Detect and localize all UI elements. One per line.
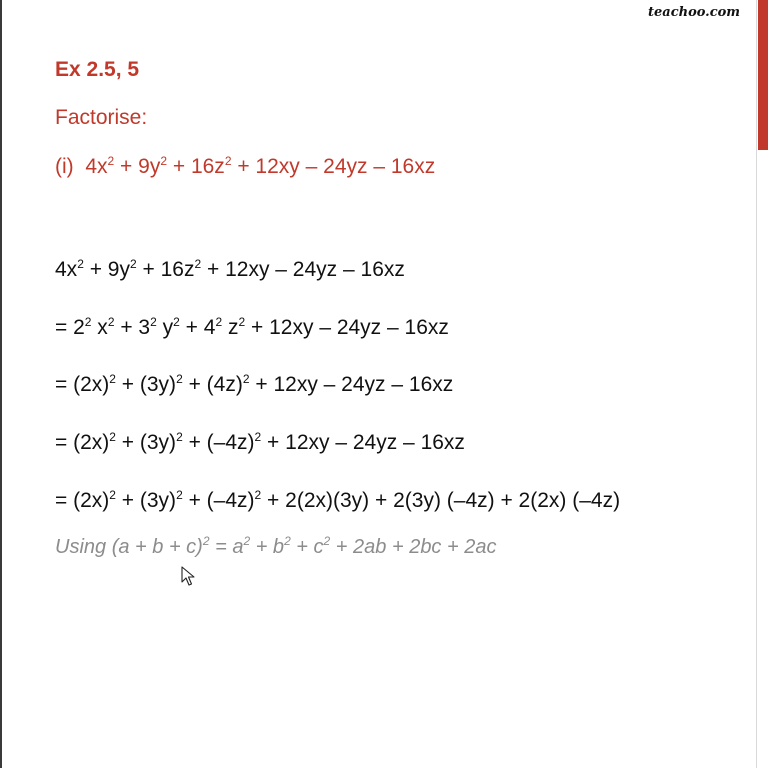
exponent: 2 [77, 257, 84, 271]
exponent: 2 [107, 315, 115, 329]
exponent: 2 [109, 430, 116, 444]
exponent: 2 [160, 154, 168, 168]
exponent: 2 [109, 488, 116, 502]
scrollbar-thumb[interactable] [758, 0, 768, 150]
exponent: 2 [194, 257, 202, 271]
exercise-title: Ex 2.5, 5 [55, 58, 140, 81]
exponent: 2 [243, 534, 251, 548]
exponent: 2 [173, 315, 180, 329]
solution-step: = $(2x)^2 + (3y)^2 + (-4z)^2 + 2(2x)(3y) + 2(3y) (-4z) + 2(2x)$ (–4z) [55, 488, 621, 512]
solution-step: = $(2x)^2 + (3y)^2 + (-4z)^2 + 12xy - 24yz - 16xz$ [55, 430, 465, 454]
exponent: 2 [238, 315, 246, 329]
exponent: 2 [242, 372, 250, 386]
exponent: 2 [254, 488, 262, 502]
problem-expression: $4x^2 + 9y^2 + 16z^2 + 12xy - 24yz - 16xz$ [85, 154, 436, 178]
solution-step: = $(2x)^2 + (3y)^2 + (4z)^2 + 12xy - 24yz - 16xz$ [55, 372, 454, 396]
exponent: 2 [130, 257, 137, 271]
exponent: 2 [202, 534, 210, 548]
exponent: 2 [176, 372, 183, 386]
solution-step: $4x^2 + 9y^2 + 16z^2 + 12xy - 24yz - 16xz$ [55, 257, 405, 281]
problem-statement [55, 155, 435, 179]
instruction-text: Factorise: [55, 106, 148, 129]
exponent: 2 [254, 430, 262, 444]
exponent: 2 [150, 315, 157, 329]
exponent: 2 [284, 534, 291, 548]
exponent: 2 [109, 372, 116, 386]
exponent: 2 [107, 154, 115, 168]
mouse-pointer-icon [181, 566, 195, 586]
identity-hint: Using $(a + b + c)^2 = a^2 + b^2 + c^2 + 2ab + 2bc + 2ac$ [55, 534, 497, 558]
teachoo-logo: teachoo.com [648, 5, 741, 20]
exponent: 2 [84, 315, 92, 329]
page-left-border [0, 0, 2, 768]
part-label: (i) [55, 155, 74, 178]
exponent: 2 [323, 534, 331, 548]
exponent: 2 [224, 154, 232, 168]
exponent: 2 [176, 430, 183, 444]
solution-step: = $2^2$ $x^2 + 3^2$ $y^2 + 4^2$ $z^2 + 12xy - 24yz - 16xz$ [55, 315, 449, 339]
exponent: 2 [176, 488, 183, 502]
exponent: 2 [215, 315, 223, 329]
